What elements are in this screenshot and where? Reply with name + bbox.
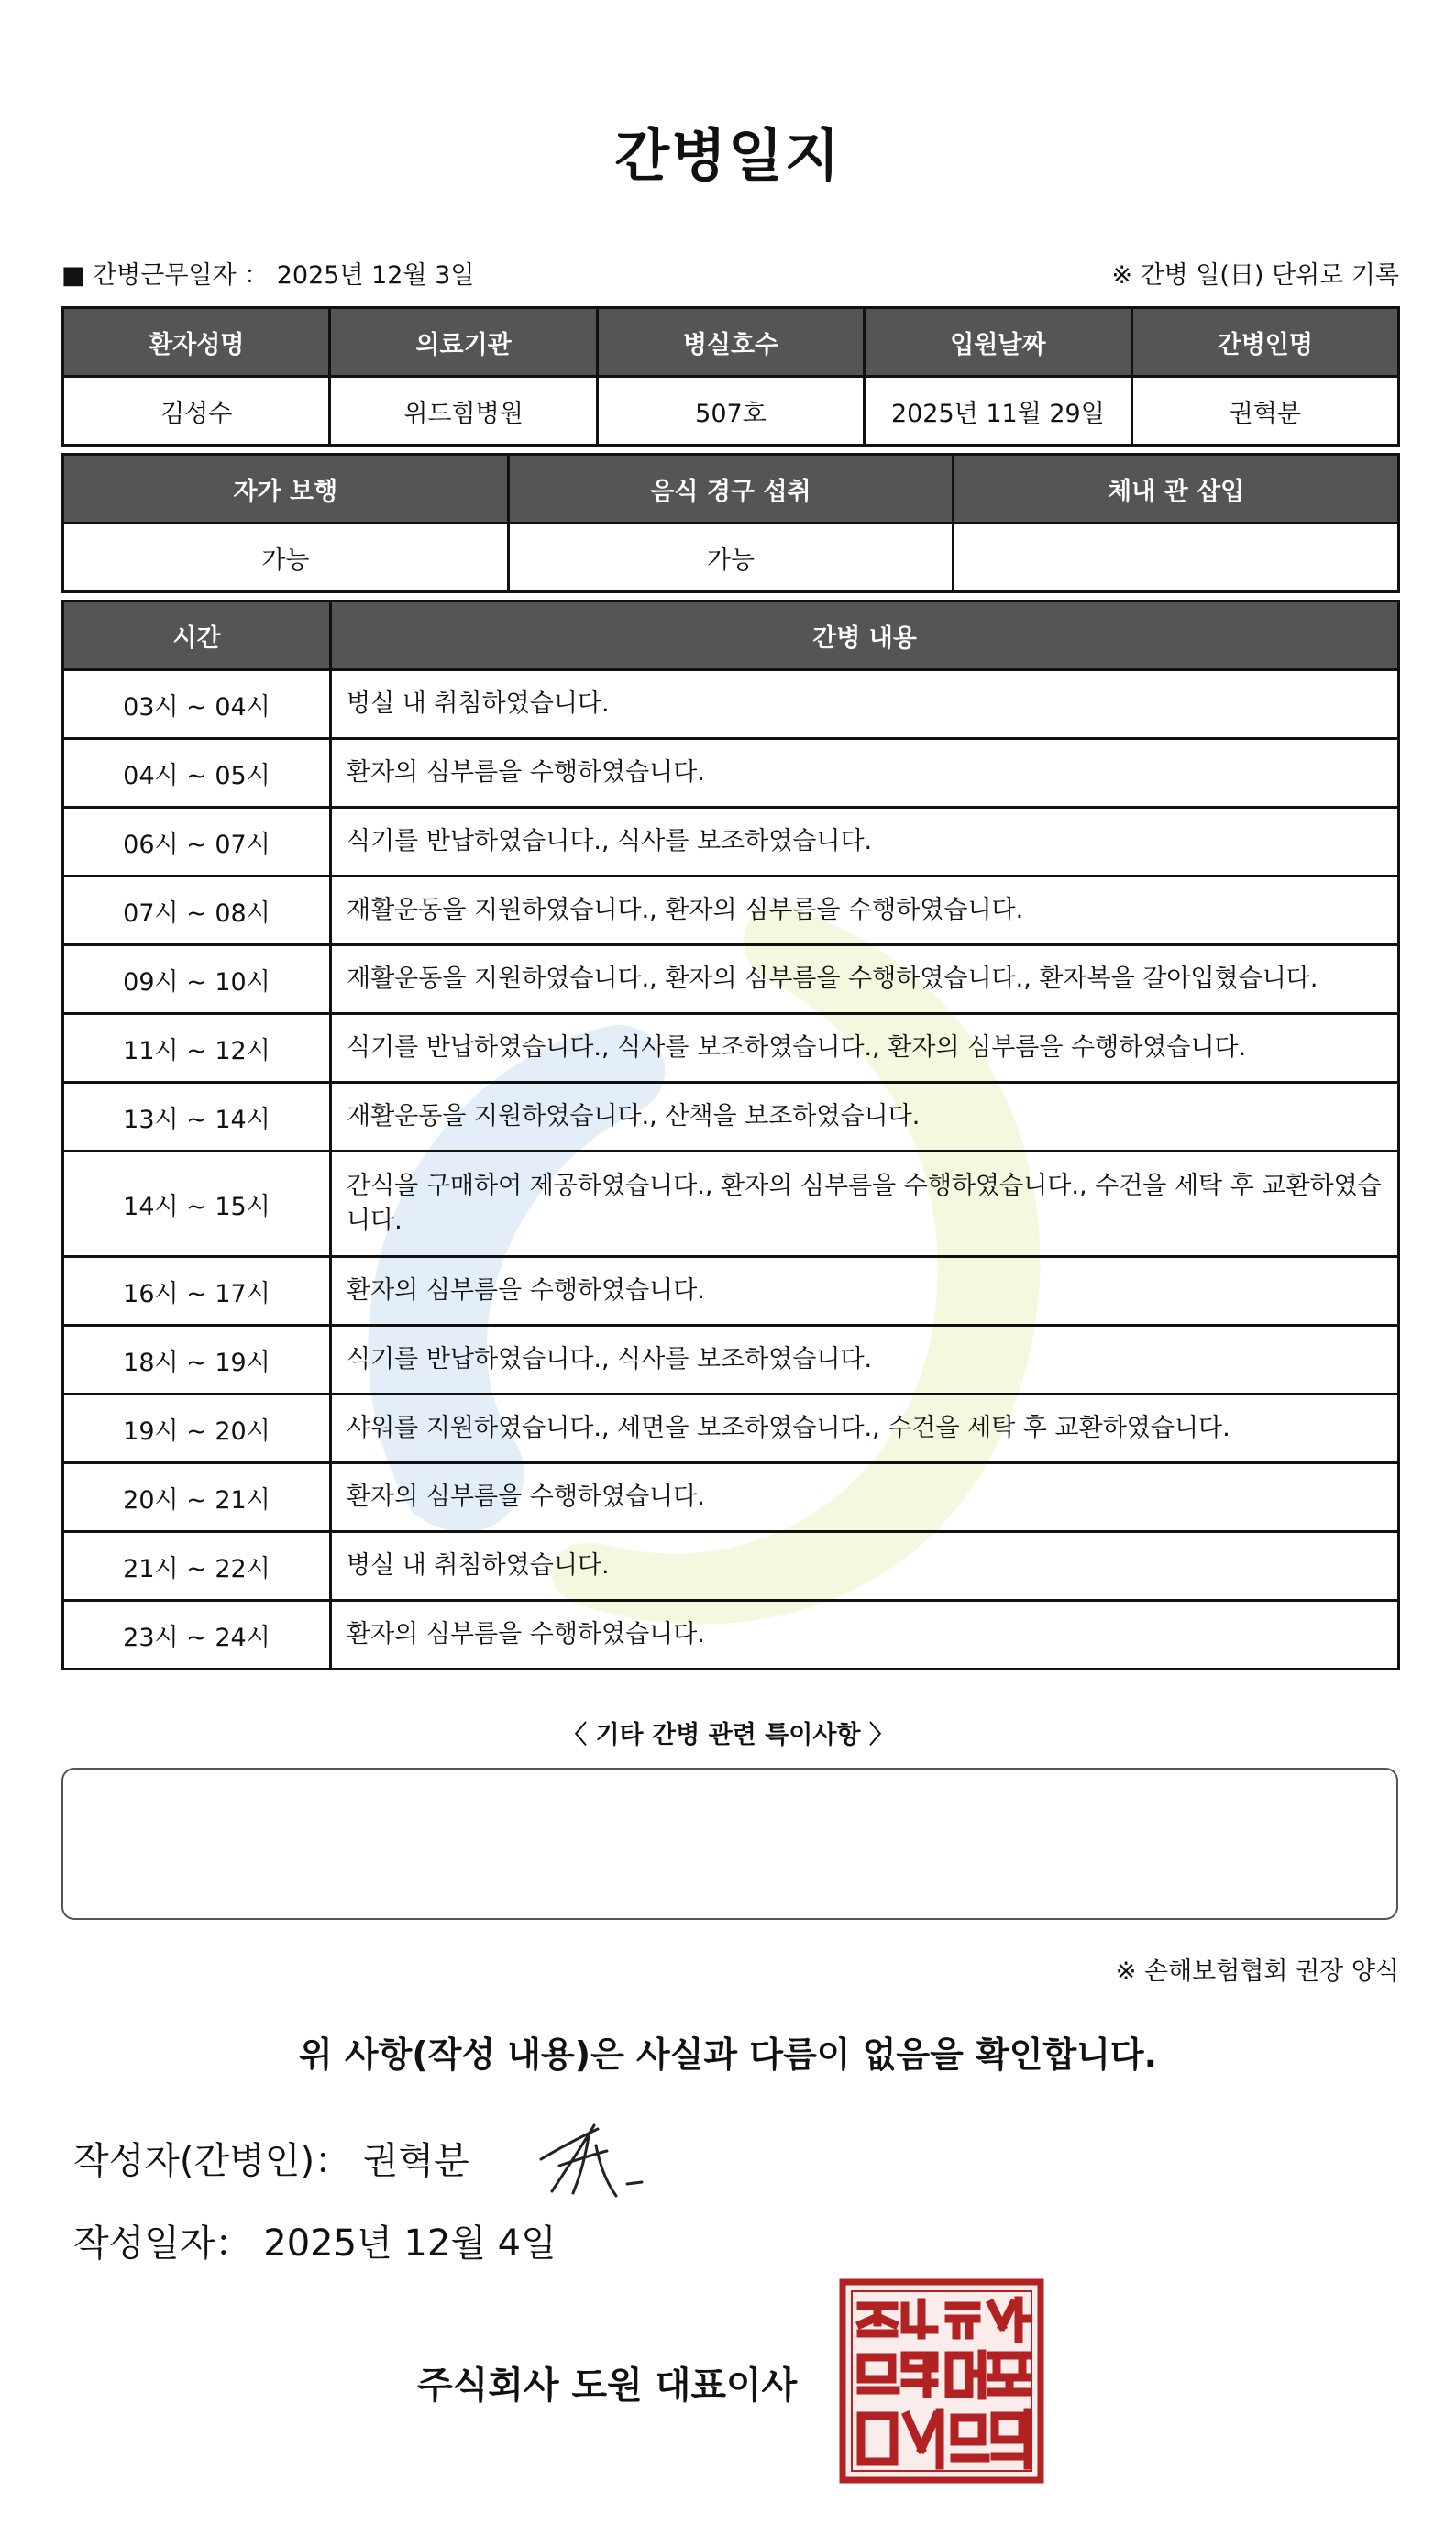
table-row (63, 1014, 1399, 1083)
table-header-row (63, 601, 1399, 670)
content-cell: 간식을 구매하여 제공하였습니다., 환자의 심부름을 수행하였습니다., 수건을 세탁 후 교환하였습니다. (331, 1152, 1399, 1257)
table-header-row (63, 308, 1399, 377)
written-date: 작성일자： 2025년 12월 4일 (73, 2222, 557, 2265)
time-cell: 04시 ~ 05시 (63, 739, 331, 808)
time-cell: 07시 ~ 08시 (63, 877, 331, 945)
header-time: 시간 (63, 601, 331, 670)
content-cell: 식기를 반납하였습니다., 식사를 보조하였습니다. (331, 1326, 1399, 1395)
header-caregiver: 간병인명 (1131, 308, 1398, 377)
table-row (63, 808, 1399, 877)
time-cell: 19시 ~ 20시 (63, 1395, 331, 1463)
notes-box (61, 1768, 1398, 1920)
table-row (63, 1257, 1399, 1326)
time-cell: 11시 ~ 12시 (63, 1014, 331, 1083)
content-cell: 재활운동을 지원하였습니다., 환자의 심부름을 수행하였습니다., 환자복을 갈아입혔습니다. (331, 945, 1399, 1014)
form-footnote: ※ 손해보험협회 권장 양식 (1115, 1957, 1399, 1986)
content-cell: 환자의 심부름을 수행하였습니다. (331, 1463, 1399, 1532)
admission-date: 2025년 11월 29일 (865, 377, 1131, 446)
header-tube-insertion: 체내 관 삽입 (954, 455, 1399, 524)
table-row (63, 377, 1399, 446)
patient-status-table (61, 453, 1400, 593)
content-cell: 재활운동을 지원하였습니다., 산책을 보조하였습니다. (331, 1083, 1399, 1152)
table-header-row (63, 455, 1399, 524)
self-walking-value: 가능 (63, 524, 509, 592)
table-row (63, 945, 1399, 1014)
company-seal (839, 2278, 1044, 2484)
time-cell: 13시 ~ 14시 (63, 1083, 331, 1152)
notes-title: 〈 기타 간병 관련 특이사항 〉 (562, 1721, 894, 1749)
time-cell: 16시 ~ 17시 (63, 1257, 331, 1326)
content-cell: 식기를 반납하였습니다., 식사를 보조하였습니다., 환자의 심부름을 수행하였습니다. (331, 1014, 1399, 1083)
content-cell: 샤워를 지원하였습니다., 세면을 보조하였습니다., 수건을 세탁 후 교환하였습니다. (331, 1395, 1399, 1463)
header-care-content: 간병 내용 (331, 601, 1399, 670)
time-cell: 14시 ~ 15시 (63, 1152, 331, 1257)
header-admission-date: 입원날짜 (865, 308, 1131, 377)
time-cell: 23시 ~ 24시 (63, 1601, 331, 1670)
room-number: 507호 (597, 377, 864, 446)
content-cell: 재활운동을 지원하였습니다., 환자의 심부름을 수행하였습니다. (331, 877, 1399, 945)
oral-intake-value: 가능 (508, 524, 954, 592)
tube-insertion-value (954, 524, 1399, 592)
caregiver-name: 권혁분 (1131, 377, 1398, 446)
table-row (63, 670, 1399, 739)
content-cell: 환자의 심부름을 수행하였습니다. (331, 1257, 1399, 1326)
content-cell: 환자의 심부름을 수행하였습니다. (331, 739, 1399, 808)
table-row (63, 1601, 1399, 1670)
table-row (63, 524, 1399, 592)
table-row (63, 1326, 1399, 1395)
content-cell: 환자의 심부름을 수행하였습니다. (331, 1601, 1399, 1670)
header-self-walking: 자가 보행 (63, 455, 509, 524)
writer-line: 작성자(간병인)： 권혁분 (73, 2140, 469, 2182)
care-log-table (61, 600, 1400, 1670)
time-cell: 03시 ~ 04시 (63, 670, 331, 739)
table-row (63, 1152, 1399, 1257)
patient-info-table (61, 306, 1400, 447)
time-cell: 09시 ~ 10시 (63, 945, 331, 1014)
table-row (63, 1395, 1399, 1463)
hospital-name: 위드힘병원 (330, 377, 597, 446)
time-cell: 06시 ~ 07시 (63, 808, 331, 877)
content-cell: 식기를 반납하였습니다., 식사를 보조하였습니다. (331, 808, 1399, 877)
table-row (63, 1532, 1399, 1601)
header-oral-intake: 음식 경구 섭취 (508, 455, 954, 524)
content-cell: 병실 내 취침하였습니다. (331, 1532, 1399, 1601)
header-patient-name: 환자성명 (63, 308, 330, 377)
time-cell: 18시 ~ 19시 (63, 1326, 331, 1395)
table-row (63, 1463, 1399, 1532)
table-row (63, 877, 1399, 945)
unit-note: ※ 간병 일(日) 단위로 기록 (1111, 261, 1399, 290)
time-cell: 21시 ~ 22시 (63, 1532, 331, 1601)
time-cell: 20시 ~ 21시 (63, 1463, 331, 1532)
table-row (63, 1083, 1399, 1152)
signature (532, 2109, 651, 2200)
company-representative: 주식회사 도원 대표이사 (417, 2365, 798, 2407)
document-title: 간병일지 (614, 122, 842, 189)
table-row (63, 739, 1399, 808)
patient-name: 김성수 (63, 377, 330, 446)
work-date: ■ 간병근무일자 ： 2025년 12월 3일 (61, 261, 475, 290)
header-hospital: 의료기관 (330, 308, 597, 377)
content-cell: 병실 내 취침하였습니다. (331, 670, 1399, 739)
header-room: 병실호수 (597, 308, 864, 377)
confirmation-statement: 위 사항(작성 내용)은 사실과 다름이 없음을 확인합니다. (298, 2034, 1158, 2075)
